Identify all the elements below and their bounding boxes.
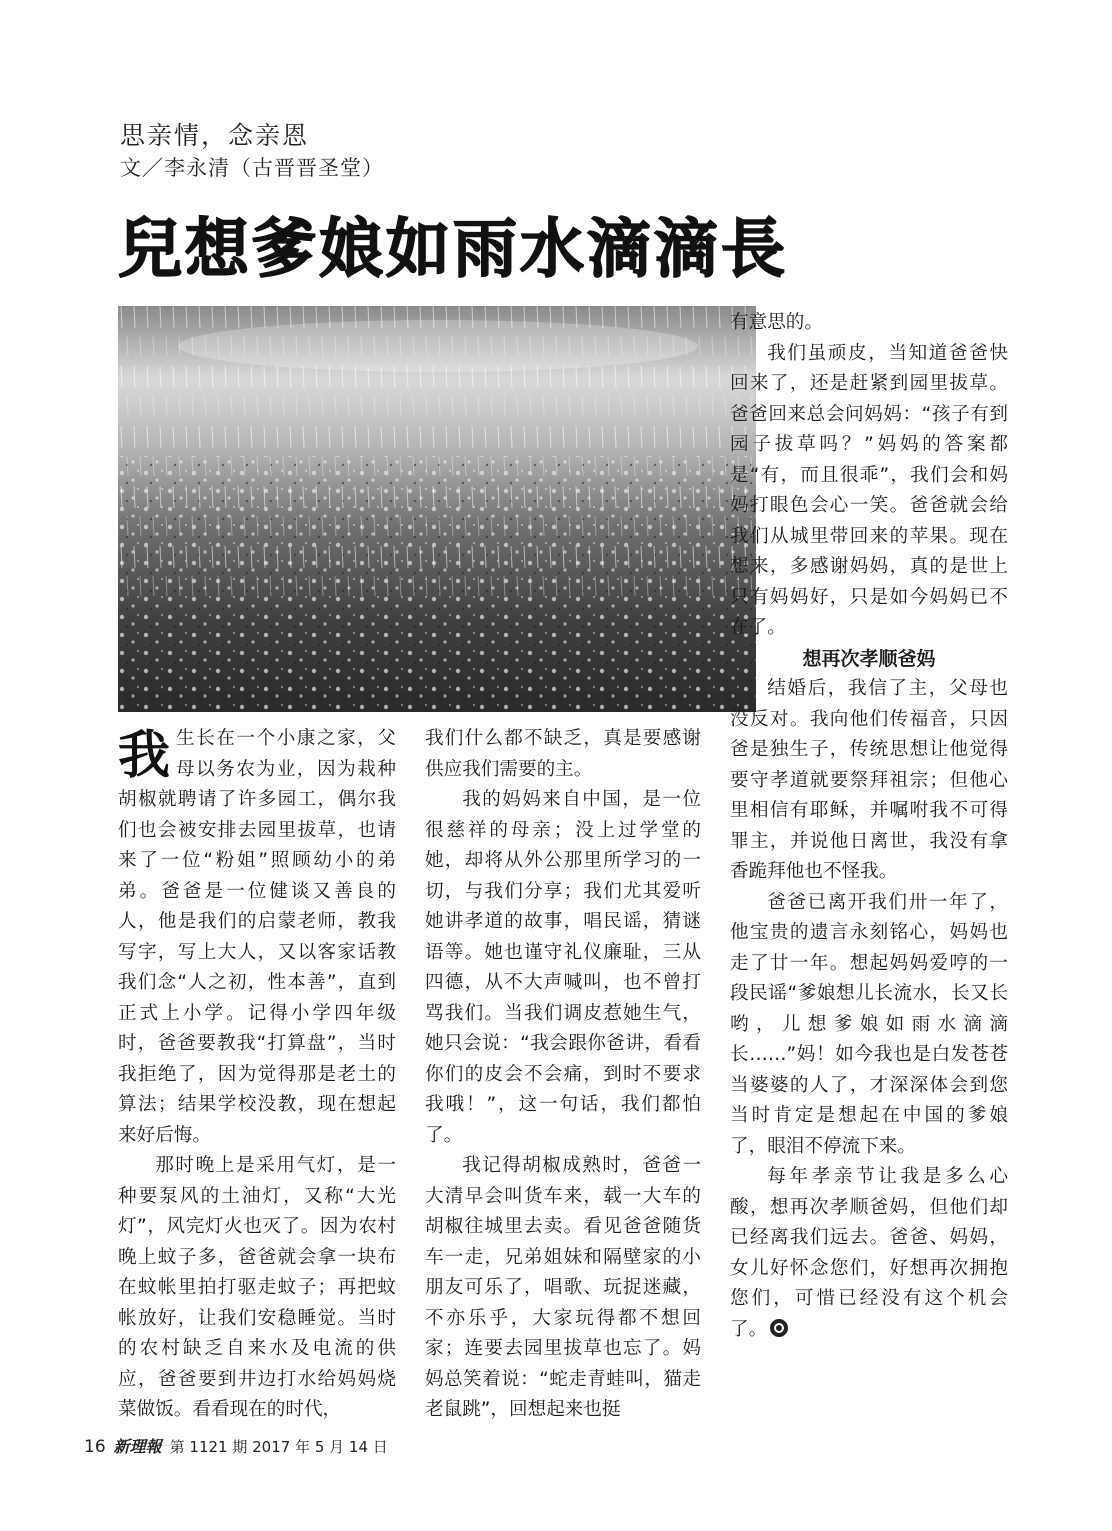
paragraph: 我的妈妈来自中国，是一位很慈祥的母亲；没上过学堂的她，却将从外公那里所学习的一切，与我们分享；我们尤其爱听她讲孝道的故事，唱民谣，猜谜语等。她也谨守礼仪廉耻，三从四德，从不大声喊叫，也不曾打骂我们。当我们调皮惹她生气，她只会说：“我会跟你爸讲，看看你们的皮会不会痛，到时不要求我哦！”，这一句话，我们都怕了。 <box>425 789 701 1146</box>
section-subheading: 想再次孝顺爸妈 <box>802 647 936 670</box>
article-headline: 兒想爹娘如雨水滴滴長 <box>118 213 788 287</box>
drop-cap: 我 <box>118 726 171 786</box>
paragraph: 我生长在一个小康之家，父母以务农为业，因为栽种胡椒就聘请了许多园工，偶尔我们也会被安排去园里拔草，也请来了一位“粉姐”照顾幼小的弟弟。爸爸是一位健谈又善良的人，他是我们的启蒙老师，教我写字，写上大人，又以客家话教我们念“人之初，性本善”，直到正式上小学。记得小学四年级时，爸爸要教我“打算盘”，当时我拒绝了，因为觉得那是老土的算法；结果学校没教，现在想起来好后悔。 <box>118 726 396 1146</box>
column-2 <box>425 724 701 1426</box>
paragraph: 我们什么都不缺乏，真是要感谢供应我们需要的主。 <box>425 728 701 780</box>
publication-logo: 新理報 <box>113 1437 162 1456</box>
paragraph: 结婚后，我信了主，父母也没反对。我向他们传福音，只因爸是独生子，传统思想让他觉得要守孝道就要祭拜祖宗；但他心里相信有耶稣，并嘱咐我不可得罪主，并说他日离世，我没有拿香跪拜他也不怪我。 <box>730 678 1008 882</box>
end-mark-icon <box>770 1319 788 1337</box>
byline: 文／李永清（古晋晋圣堂） <box>120 156 384 180</box>
issue-info: 第 1121 期 2017 年 5 月 14 日 <box>169 1438 388 1456</box>
column-1 <box>118 724 396 1426</box>
kicker-title: 思亲情，念亲恩 <box>120 121 310 150</box>
paragraph: 有意思的。 <box>730 312 823 333</box>
page-footer <box>84 1434 388 1457</box>
paragraph: 那时晚上是采用气灯，是一种要泵风的土油灯，又称“大光灯”，风完灯火也灭了。因为农村晚上蚊子多，爸爸就会拿一块布在蚊帐里拍打驱走蚊子；再把蚊帐放好，让我们安稳睡觉。当时的农村缺乏自来水及电流的供应，爸爸要到井边打水给妈妈烧菜做饭。看看现在的时代， <box>118 1155 396 1420</box>
paragraph: 爸爸已离开我们卅一年了，他宝贵的遗言永刻铭心，妈妈也走了廿一年。想起妈妈爱哼的一段民谣“爹娘想儿长流水，长又长哟，儿想爹娘如雨水滴滴长……”妈！如今我也是白发苍苍当婆婆的人了，才深深体会到您当时肯定是想起在中国的爹娘了，眼泪不停流下来。 <box>730 891 1008 1157</box>
column-3 <box>730 308 1008 1345</box>
paragraph: 每年孝亲节让我是多么心酸，想再次孝顺爸妈，但他们却已经离我们远去。爸爸、妈妈，女儿好怀念您们，好想再次拥抱您们，可惜已经没有这个机会了。 <box>730 1166 1008 1340</box>
page-number: 16 <box>84 1437 106 1457</box>
paragraph: 我们虽顽皮，当知道爸爸快回来了，还是赶紧到园里拔草。爸爸回来总会问妈妈：“孩子有到园子拔草吗？”妈妈的答案都是“有，而且很乖”，我们会和妈妈打眼色会心一笑。爸爸就会给我们从城里带回来的苹果。现在想来，多感谢妈妈，真的是世上只有妈妈好，只是如今妈妈已不在了。 <box>730 342 1008 638</box>
rain-photo <box>118 306 756 712</box>
paragraph: 我记得胡椒成熟时，爸爸一大清早会叫货车来，载一大车的胡椒往城里去卖。看见爸爸随货车一走，兄弟姐妹和隔壁家的小朋友可乐了，唱歌、玩捉迷藏，不亦乐乎，大家玩得都不想回家；连要去园里拔草也忘了。妈妈总笑着说：“蛇走青蛙叫，猫走老鼠跳”，回想起来也挺 <box>425 1155 701 1420</box>
